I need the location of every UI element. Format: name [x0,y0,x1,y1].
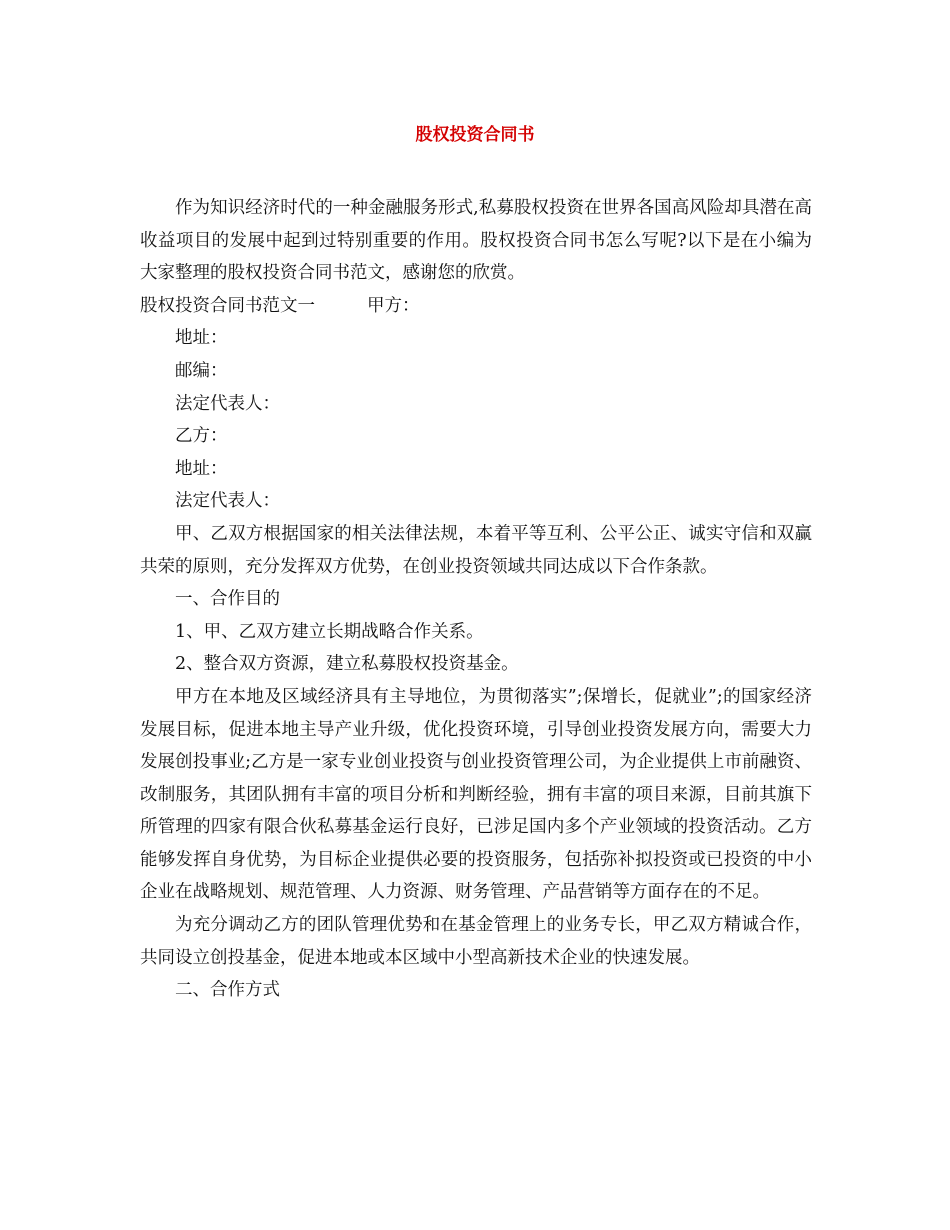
section2-title: 二、合作方式 [175,980,280,1001]
party-a-address: 地址： [175,328,228,349]
document-title: 股权投资合同书 [415,125,535,145]
sample-heading: 股权投资合同书范文一 [140,295,315,316]
party-b-label: 乙方： [175,426,228,447]
document-body [140,192,812,1007]
preamble-paragraph: 甲、乙双方根据国家的相关法律法规，本着平等互利、公平公正、诚实守信和双赢共荣的原则，充分发挥双方优势，在创业投资领域共同达成以下合作条款。 [140,523,812,577]
section1-paragraph1: 甲方在本地及区域经济具有主导地位，为贯彻落实”;保增长，促就业”;的国家经济发展目标，促进本地主导产业升级，优化投资环境，引导创业投资发展方向，需要大力发展创投事业;乙方是一家专业创业投资与创业投资管理公司，为企业提供上市前融资、改制服务，其团队拥有丰富的项目分析和判断经验，拥有丰富的项目来源，目前其旗下所管理的四家有限合伙私募基金运行良好，已涉足国内多个产业领域的投资活动。乙方能够发挥自身优势，为目标企业提供必要的投资服务，包括弥补拟投资或已投资的中小企业在战略规划、规范管理、人力资源、财务管理、产品营销等方面存在的不足。 [140,686,812,903]
sample-heading-line [140,290,812,323]
section1-item2: 2、整合双方资源，建立私募股权投资基金。 [175,654,519,675]
section1-title: 一、合作目的 [175,589,280,610]
section1-item1: 1、甲、乙双方建立长期战略合作关系。 [175,621,484,642]
party-a-label: 甲方： [367,295,420,316]
section1-paragraph2: 为充分调动乙方的团队管理优势和在基金管理上的业务专长，甲乙双方精诚合作，共同设立创投基金，促进本地或本区域中小型高新技术企业的快速发展。 [140,915,812,968]
party-a-postcode: 邮编： [175,360,228,381]
party-b-address: 地址： [175,458,228,479]
party-a-representative: 法定代表人： [175,393,280,414]
party-b-representative: 法定代表人： [175,491,280,512]
intro-paragraph: 作为知识经济时代的一种金融服务形式,私募股权投资在世界各国高风险却具潜在高收益项目的发展中起到过特别重要的作用。股权投资合同书怎么写呢?以下是在小编为大家整理的股权投资合同书范文，感谢您的欣赏。 [140,198,812,284]
